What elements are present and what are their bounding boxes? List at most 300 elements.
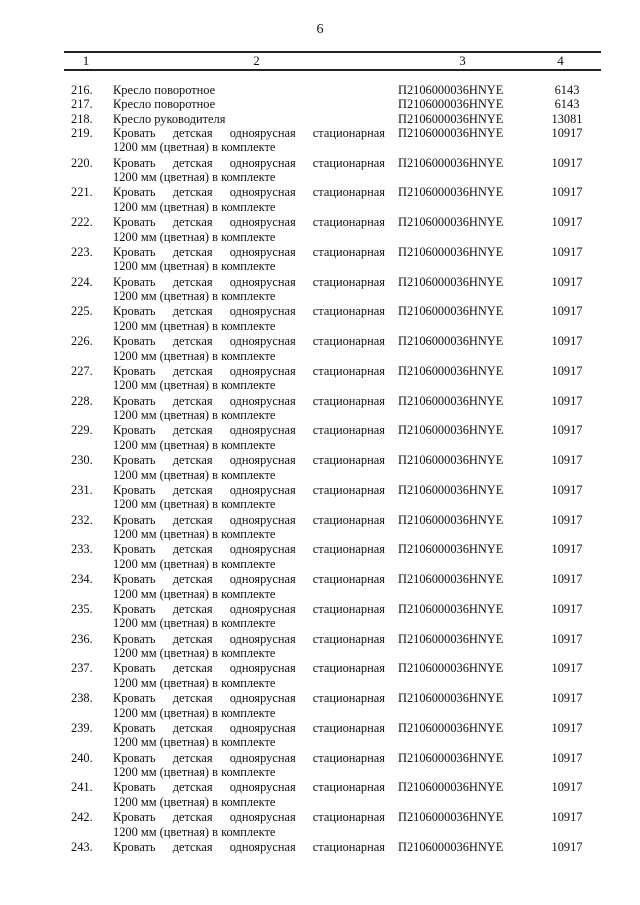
- row-price: 10917: [551, 215, 583, 230]
- row-number: 239.: [71, 720, 93, 735]
- row-number: 242.: [71, 810, 93, 825]
- description-word: детская: [172, 572, 213, 587]
- description-word: одноярусная: [229, 393, 296, 408]
- row-number: 221.: [71, 185, 93, 200]
- description-line-2: 1200 мм (цветная) в комплекте: [113, 646, 276, 661]
- description-word: стационарная: [312, 750, 385, 765]
- row-price: 10917: [551, 304, 583, 319]
- table-row: [0, 602, 640, 632]
- description-word: стационарная: [312, 393, 385, 408]
- row-code: П2106000036HNYE: [398, 661, 504, 676]
- row-code: П2106000036HNYE: [398, 720, 504, 735]
- description-word: одноярусная: [229, 423, 296, 438]
- row-code: П2106000036HNYE: [398, 97, 504, 112]
- description-line-1: [113, 751, 385, 766]
- row-description: [113, 185, 385, 214]
- description-word: стационарная: [312, 334, 385, 349]
- description-line-2: 1200 мм (цветная) в комплекте: [113, 348, 276, 363]
- description-word: Кровать: [113, 542, 156, 557]
- row-code: П2106000036HNYE: [398, 83, 504, 97]
- header-col-2: 2: [253, 53, 260, 68]
- row-price: 10917: [551, 363, 583, 378]
- description-word: детская: [172, 661, 213, 676]
- description-word: детская: [172, 750, 213, 765]
- description-line-1: [113, 661, 385, 676]
- row-description: [113, 83, 385, 98]
- description-word: Кровать: [113, 185, 156, 200]
- description-word: Кровать: [113, 661, 156, 676]
- description-word: детская: [172, 125, 213, 140]
- description-word: детская: [172, 839, 213, 854]
- row-price: 10917: [551, 780, 583, 795]
- description-word: Кровать: [113, 572, 156, 587]
- row-description: [113, 751, 385, 780]
- row-number: 226.: [71, 334, 93, 349]
- description-line-1: [113, 632, 385, 647]
- row-price: 10917: [551, 423, 583, 438]
- row-price: 6143: [554, 83, 580, 97]
- description-line-2: 1200 мм (цветная) в комплекте: [113, 497, 276, 512]
- description-line-2: 1200 мм (цветная) в комплекте: [113, 794, 276, 809]
- description-line-1: [113, 83, 385, 98]
- row-price: 10917: [551, 572, 583, 587]
- description-word: стационарная: [312, 215, 385, 230]
- description-word: стационарная: [312, 274, 385, 289]
- description-word: одноярусная: [229, 304, 296, 319]
- description-word: Кровать: [113, 453, 156, 468]
- description-word: стационарная: [312, 244, 385, 259]
- description-word: стационарная: [312, 720, 385, 735]
- row-description: [113, 126, 385, 155]
- table-row: [0, 334, 640, 364]
- description-word: стационарная: [312, 691, 385, 706]
- row-number: 230.: [71, 453, 93, 468]
- row-code: П2106000036HNYE: [398, 810, 504, 825]
- description-word: Кровать: [113, 334, 156, 349]
- row-code: П2106000036HNYE: [398, 244, 504, 259]
- row-number: 231.: [71, 482, 93, 497]
- table-row: [0, 691, 640, 721]
- table-row: [0, 245, 640, 275]
- row-number: 238.: [71, 691, 93, 706]
- description-line-1: [113, 483, 385, 498]
- description-line-1: [113, 721, 385, 736]
- header-col-4: 4: [557, 53, 564, 68]
- table-row: [0, 126, 640, 156]
- table-header: [64, 52, 601, 69]
- row-description: [113, 780, 385, 809]
- description-word: Кровать: [113, 482, 156, 497]
- description-word: детская: [172, 215, 213, 230]
- description-word: одноярусная: [229, 601, 296, 616]
- row-code: П2106000036HNYE: [398, 839, 504, 854]
- description-word: детская: [172, 810, 213, 825]
- description-word: стационарная: [312, 839, 385, 854]
- row-number: 228.: [71, 393, 93, 408]
- row-description: [113, 423, 385, 452]
- table-row: [0, 83, 640, 97]
- description-word: стационарная: [312, 363, 385, 378]
- row-description: [113, 483, 385, 512]
- description-word: одноярусная: [229, 631, 296, 646]
- description-word: стационарная: [312, 155, 385, 170]
- row-number: 224.: [71, 274, 93, 289]
- description-word: детская: [172, 482, 213, 497]
- description-word: детская: [172, 244, 213, 259]
- description-line-2: 1200 мм (цветная) в комплекте: [113, 170, 276, 185]
- description-word: детская: [172, 720, 213, 735]
- description-word: одноярусная: [229, 661, 296, 676]
- description-line-2: 1200 мм (цветная) в комплекте: [113, 408, 276, 423]
- description-word: Кровать: [113, 274, 156, 289]
- row-code: П2106000036HNYE: [398, 572, 504, 587]
- row-description: [113, 364, 385, 393]
- row-price: 10917: [551, 274, 583, 289]
- description-word: одноярусная: [229, 542, 296, 557]
- table-row: [0, 453, 640, 483]
- description-word: одноярусная: [229, 453, 296, 468]
- row-price: 10917: [551, 720, 583, 735]
- description-word: Кровать: [113, 304, 156, 319]
- description-line-1: [113, 364, 385, 379]
- row-code: П2106000036HNYE: [398, 274, 504, 289]
- description-word: детская: [172, 393, 213, 408]
- row-price: 6143: [554, 97, 580, 112]
- description-word: Кровать: [113, 423, 156, 438]
- description-word: одноярусная: [229, 215, 296, 230]
- row-description: [113, 542, 385, 571]
- description-word: стационарная: [312, 542, 385, 557]
- description-word: детская: [172, 601, 213, 616]
- description-word: одноярусная: [229, 839, 296, 854]
- row-price: 10917: [551, 661, 583, 676]
- description-word: Кровать: [113, 512, 156, 527]
- row-number: 216.: [71, 83, 93, 97]
- row-number: 227.: [71, 363, 93, 378]
- table-header-rule: [64, 69, 601, 71]
- description-word: Кровать: [113, 750, 156, 765]
- description-word: одноярусная: [229, 750, 296, 765]
- description-word: Кровать: [113, 631, 156, 646]
- row-code: П2106000036HNYE: [398, 111, 504, 126]
- description-line-2: 1200 мм (цветная) в комплекте: [113, 259, 276, 274]
- row-price: 10917: [551, 453, 583, 468]
- description-word: детская: [172, 334, 213, 349]
- description-line-1: [113, 840, 385, 855]
- description-word: Кровать: [113, 393, 156, 408]
- row-price: 10917: [551, 393, 583, 408]
- row-price: 10917: [551, 542, 583, 557]
- description-word: стационарная: [312, 453, 385, 468]
- table-row: [0, 112, 640, 126]
- row-description: [113, 112, 385, 127]
- row-price: 10917: [551, 691, 583, 706]
- description-line-1: [113, 513, 385, 528]
- table-row: [0, 185, 640, 215]
- description-line-1: [113, 810, 385, 825]
- row-code: П2106000036HNYE: [398, 423, 504, 438]
- table-row: [0, 721, 640, 751]
- description-line-2: 1200 мм (цветная) в комплекте: [113, 527, 276, 542]
- row-code: П2106000036HNYE: [398, 125, 504, 140]
- row-number: 217.: [71, 97, 93, 112]
- description-line-1: [113, 602, 385, 617]
- description-line-1: [113, 215, 385, 230]
- description-word: Кресло поворотное: [113, 97, 216, 112]
- table-row: [0, 97, 640, 111]
- description-word: одноярусная: [229, 691, 296, 706]
- description-word: стационарная: [312, 631, 385, 646]
- description-word: стационарная: [312, 512, 385, 527]
- description-line-1: [113, 453, 385, 468]
- row-code: П2106000036HNYE: [398, 482, 504, 497]
- description-line-2: 1200 мм (цветная) в комплекте: [113, 824, 276, 839]
- description-line-1: [113, 156, 385, 171]
- table-row: [0, 304, 640, 334]
- description-word: детская: [172, 780, 213, 795]
- row-code: П2106000036HNYE: [398, 750, 504, 765]
- row-description: [113, 215, 385, 244]
- description-word: стационарная: [312, 304, 385, 319]
- table-body: [0, 83, 640, 854]
- description-word: одноярусная: [229, 780, 296, 795]
- description-word: стационарная: [312, 482, 385, 497]
- row-description: [113, 275, 385, 304]
- table-row: [0, 423, 640, 453]
- description-line-1: [113, 542, 385, 557]
- row-description: [113, 721, 385, 750]
- description-word: Кровать: [113, 244, 156, 259]
- table-row: [0, 751, 640, 781]
- description-word: стационарная: [312, 780, 385, 795]
- table-row: [0, 572, 640, 602]
- row-number: 240.: [71, 750, 93, 765]
- row-description: [113, 304, 385, 333]
- table-row: [0, 483, 640, 513]
- row-number: 237.: [71, 661, 93, 676]
- row-code: П2106000036HNYE: [398, 334, 504, 349]
- description-line-1: [113, 112, 385, 127]
- description-word: детская: [172, 453, 213, 468]
- description-line-1: [113, 126, 385, 141]
- description-word: Кровать: [113, 155, 156, 170]
- description-line-1: [113, 97, 385, 112]
- row-number: 235.: [71, 601, 93, 616]
- row-description: [113, 691, 385, 720]
- row-description: [113, 245, 385, 274]
- row-price: 10917: [551, 244, 583, 259]
- header-col-1: 1: [82, 53, 90, 68]
- table-row: [0, 394, 640, 424]
- page-number: 6: [316, 22, 324, 37]
- row-number: 222.: [71, 215, 93, 230]
- description-word: стационарная: [312, 601, 385, 616]
- row-price: 10917: [551, 631, 583, 646]
- row-number: 219.: [71, 125, 93, 140]
- description-line-2: 1200 мм (цветная) в комплекте: [113, 229, 276, 244]
- description-word: Кровать: [113, 720, 156, 735]
- description-word: детская: [172, 274, 213, 289]
- row-code: П2106000036HNYE: [398, 393, 504, 408]
- description-word: детская: [172, 512, 213, 527]
- description-word: одноярусная: [229, 125, 296, 140]
- table-row: [0, 661, 640, 691]
- description-word: одноярусная: [229, 185, 296, 200]
- description-line-2: 1200 мм (цветная) в комплекте: [113, 556, 276, 571]
- description-word: детская: [172, 631, 213, 646]
- description-line-2: 1200 мм (цветная) в комплекте: [113, 289, 276, 304]
- description-word: Кровать: [113, 810, 156, 825]
- description-word: детская: [172, 691, 213, 706]
- table-row: [0, 215, 640, 245]
- row-number: 229.: [71, 423, 93, 438]
- description-word: одноярусная: [229, 512, 296, 527]
- row-price: 10917: [551, 125, 583, 140]
- row-number: 223.: [71, 244, 93, 259]
- description-line-1: [113, 572, 385, 587]
- row-price: 10917: [551, 839, 583, 854]
- description-word: Кровать: [113, 363, 156, 378]
- description-line-2: 1200 мм (цветная) в комплекте: [113, 199, 276, 214]
- row-code: П2106000036HNYE: [398, 185, 504, 200]
- description-word: детская: [172, 423, 213, 438]
- row-number: 220.: [71, 155, 93, 170]
- description-word: Кровать: [113, 215, 156, 230]
- table-row: [0, 364, 640, 394]
- description-word: детская: [172, 304, 213, 319]
- row-number: 225.: [71, 304, 93, 319]
- description-word: Кресло руководителя: [113, 111, 226, 126]
- description-line-2: 1200 мм (цветная) в комплекте: [113, 765, 276, 780]
- header-col-3: 3: [459, 53, 466, 68]
- description-line-1: [113, 394, 385, 409]
- description-word: Кровать: [113, 839, 156, 854]
- table-row: [0, 275, 640, 305]
- row-number: 243.: [71, 839, 93, 854]
- row-code: П2106000036HNYE: [398, 304, 504, 319]
- description-word: детская: [172, 155, 213, 170]
- description-line-2: 1200 мм (цветная) в комплекте: [113, 318, 276, 333]
- description-line-1: [113, 334, 385, 349]
- description-word: стационарная: [312, 423, 385, 438]
- description-line-1: [113, 245, 385, 260]
- row-code: П2106000036HNYE: [398, 631, 504, 646]
- description-word: одноярусная: [229, 155, 296, 170]
- description-word: Кровать: [113, 125, 156, 140]
- row-code: П2106000036HNYE: [398, 453, 504, 468]
- row-number: 234.: [71, 572, 93, 587]
- row-code: П2106000036HNYE: [398, 542, 504, 557]
- description-line-2: 1200 мм (цветная) в комплекте: [113, 735, 276, 750]
- row-price: 10917: [551, 334, 583, 349]
- description-word: одноярусная: [229, 482, 296, 497]
- description-line-2: 1200 мм (цветная) в комплекте: [113, 586, 276, 601]
- row-price: 10917: [551, 750, 583, 765]
- row-description: [113, 810, 385, 839]
- row-description: [113, 97, 385, 112]
- description-line-1: [113, 691, 385, 706]
- description-word: Кровать: [113, 601, 156, 616]
- row-code: П2106000036HNYE: [398, 691, 504, 706]
- row-price: 13081: [551, 111, 583, 126]
- row-code: П2106000036HNYE: [398, 780, 504, 795]
- description-word: стационарная: [312, 125, 385, 140]
- description-word: одноярусная: [229, 334, 296, 349]
- description-word: одноярусная: [229, 244, 296, 259]
- row-description: [113, 394, 385, 423]
- description-line-2: 1200 мм (цветная) в комплекте: [113, 616, 276, 631]
- description-line-1: [113, 185, 385, 200]
- description-word: одноярусная: [229, 274, 296, 289]
- description-word: одноярусная: [229, 363, 296, 378]
- table-row: [0, 513, 640, 543]
- table-row: [0, 780, 640, 810]
- row-price: 10917: [551, 512, 583, 527]
- description-line-1: [113, 423, 385, 438]
- row-description: [113, 632, 385, 661]
- description-line-1: [113, 275, 385, 290]
- description-word: одноярусная: [229, 720, 296, 735]
- row-number: 236.: [71, 631, 93, 646]
- table-row: [0, 840, 640, 854]
- table-row: [0, 810, 640, 840]
- row-code: П2106000036HNYE: [398, 601, 504, 616]
- table-row: [0, 156, 640, 186]
- row-number: 218.: [71, 111, 93, 126]
- row-description: [113, 661, 385, 690]
- row-code: П2106000036HNYE: [398, 512, 504, 527]
- row-description: [113, 840, 385, 855]
- row-price: 10917: [551, 155, 583, 170]
- row-number: 232.: [71, 512, 93, 527]
- row-code: П2106000036HNYE: [398, 363, 504, 378]
- description-word: Кровать: [113, 691, 156, 706]
- row-description: [113, 513, 385, 542]
- description-word: детская: [172, 542, 213, 557]
- row-price: 10917: [551, 482, 583, 497]
- description-word: Кресло поворотное: [113, 83, 216, 97]
- description-word: Кровать: [113, 780, 156, 795]
- row-description: [113, 334, 385, 363]
- description-line-2: 1200 мм (цветная) в комплекте: [113, 140, 276, 155]
- description-word: стационарная: [312, 661, 385, 676]
- row-price: 10917: [551, 601, 583, 616]
- description-word: одноярусная: [229, 810, 296, 825]
- description-line-2: 1200 мм (цветная) в комплекте: [113, 437, 276, 452]
- row-price: 10917: [551, 810, 583, 825]
- description-word: детская: [172, 185, 213, 200]
- description-line-2: 1200 мм (цветная) в комплекте: [113, 675, 276, 690]
- description-word: детская: [172, 363, 213, 378]
- description-word: стационарная: [312, 810, 385, 825]
- description-line-2: 1200 мм (цветная) в комплекте: [113, 467, 276, 482]
- row-code: П2106000036HNYE: [398, 215, 504, 230]
- description-line-2: 1200 мм (цветная) в комплекте: [113, 705, 276, 720]
- row-number: 233.: [71, 542, 93, 557]
- description-word: одноярусная: [229, 572, 296, 587]
- table-row: [0, 542, 640, 572]
- description-word: стационарная: [312, 572, 385, 587]
- row-code: П2106000036HNYE: [398, 155, 504, 170]
- row-description: [113, 156, 385, 185]
- table-row: [0, 632, 640, 662]
- description-line-1: [113, 304, 385, 319]
- description-line-1: [113, 780, 385, 795]
- row-number: 241.: [71, 780, 93, 795]
- row-description: [113, 602, 385, 631]
- description-word: стационарная: [312, 185, 385, 200]
- description-line-2: 1200 мм (цветная) в комплекте: [113, 378, 276, 393]
